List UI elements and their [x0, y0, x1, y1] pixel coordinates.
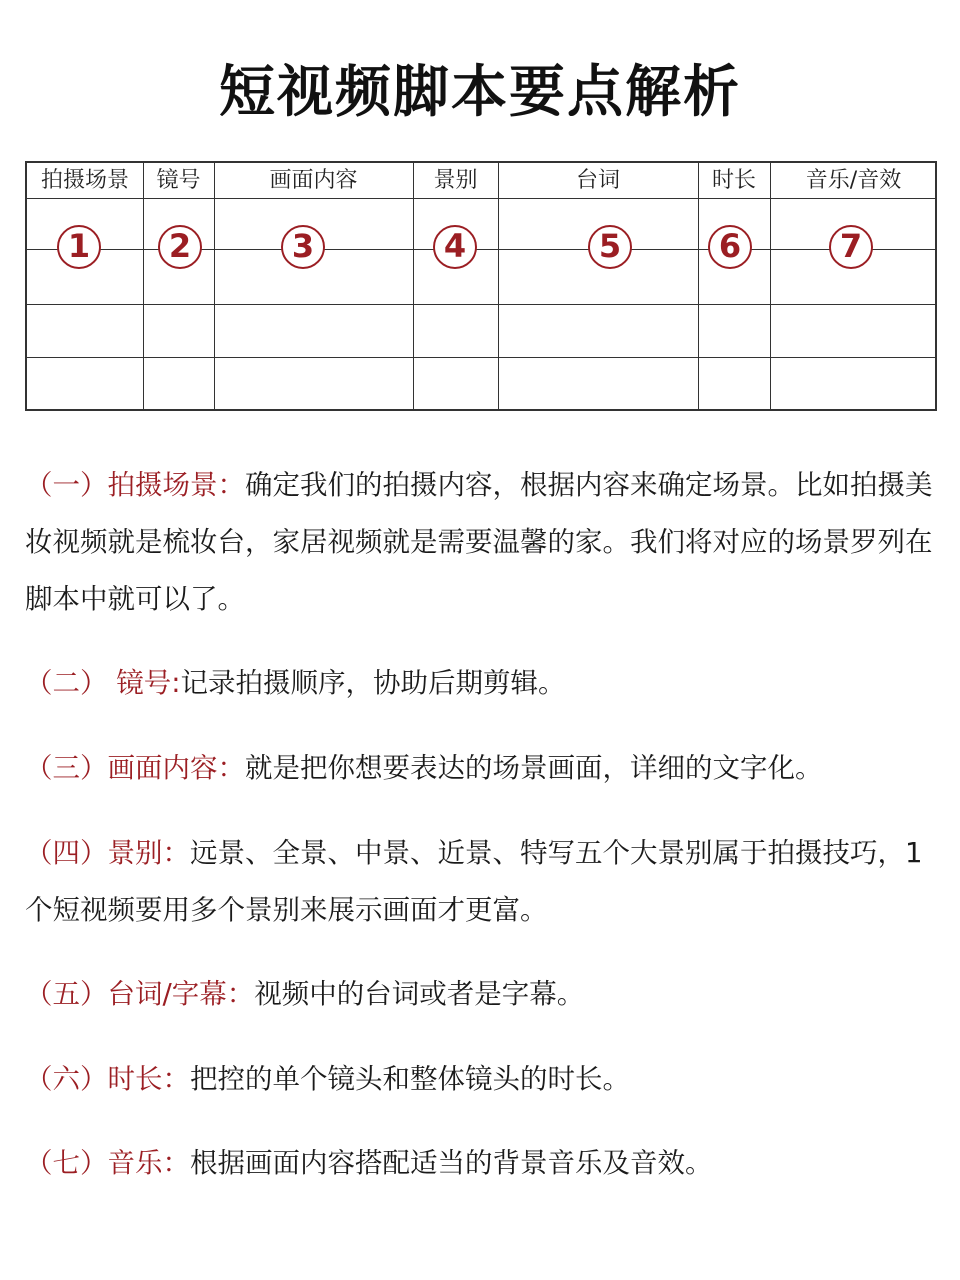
marker-1: 1 — [57, 225, 101, 269]
marker-7: 7 — [829, 225, 873, 269]
section-shot-size — [25, 825, 940, 939]
section-text: 确定我们的拍摄内容，根据内容来确定场景。比如拍摄美妆视频就是梳妆台，家居视频就是需要温馨的家。我们将对应的场景罗列在脚本中就可以了。 — [25, 469, 933, 615]
header-shot-size: 景别 — [433, 168, 478, 193]
section-shooting-scene — [25, 457, 940, 628]
header-shot-number: 镜号 — [156, 168, 201, 193]
section-music — [25, 1135, 940, 1192]
section-label: （三）画面内容： — [25, 752, 245, 784]
header-frame-content: 画面内容 — [269, 168, 358, 193]
column-divider — [498, 163, 499, 409]
header-shooting-scene: 拍摄场景 — [40, 168, 129, 193]
column-divider — [698, 163, 699, 409]
header-lines: 台词 — [575, 168, 620, 193]
section-frame-content — [25, 740, 940, 797]
column-divider — [770, 163, 771, 409]
section-label: （五）台词/字幕： — [25, 978, 255, 1010]
section-label: （六）时长： — [25, 1063, 190, 1095]
section-label: （四）景别： — [25, 837, 190, 869]
header-music-sfx: 音乐/音效 — [805, 168, 902, 193]
row-divider — [27, 304, 935, 305]
page-title: 短视频脚本要点解析 — [219, 60, 741, 125]
header-duration: 时长 — [711, 168, 756, 193]
section-label: （七）音乐： — [25, 1147, 190, 1179]
section-lines-subtitles — [25, 966, 940, 1023]
section-text: 远景、全景、中景、近景、特写五个大景别属于拍摄技巧，1个短视频要用多个景别来展示画面才更富。 — [25, 837, 923, 926]
section-text: 记录拍摄顺序，协助后期剪辑。 — [180, 667, 566, 699]
marker-6: 6 — [708, 225, 752, 269]
section-label: （一）拍摄场景： — [25, 469, 245, 501]
column-divider — [143, 163, 144, 409]
marker-3: 3 — [281, 225, 325, 269]
script-table — [25, 161, 937, 411]
column-divider — [413, 163, 414, 409]
row-divider — [27, 357, 935, 358]
marker-2: 2 — [158, 225, 202, 269]
column-divider — [214, 163, 215, 409]
section-shot-number — [25, 655, 940, 712]
section-text: 根据画面内容搭配适当的背景音乐及音效。 — [190, 1147, 713, 1179]
section-text: 视频中的台词或者是字幕。 — [254, 978, 585, 1010]
section-text: 就是把你想要表达的场景画面，详细的文字化。 — [245, 752, 823, 784]
marker-5: 5 — [588, 225, 632, 269]
section-duration — [25, 1051, 940, 1108]
section-label: （二） 镜号: — [25, 667, 181, 699]
section-text: 把控的单个镜头和整体镜头的时长。 — [190, 1063, 630, 1095]
marker-4: 4 — [433, 225, 477, 269]
